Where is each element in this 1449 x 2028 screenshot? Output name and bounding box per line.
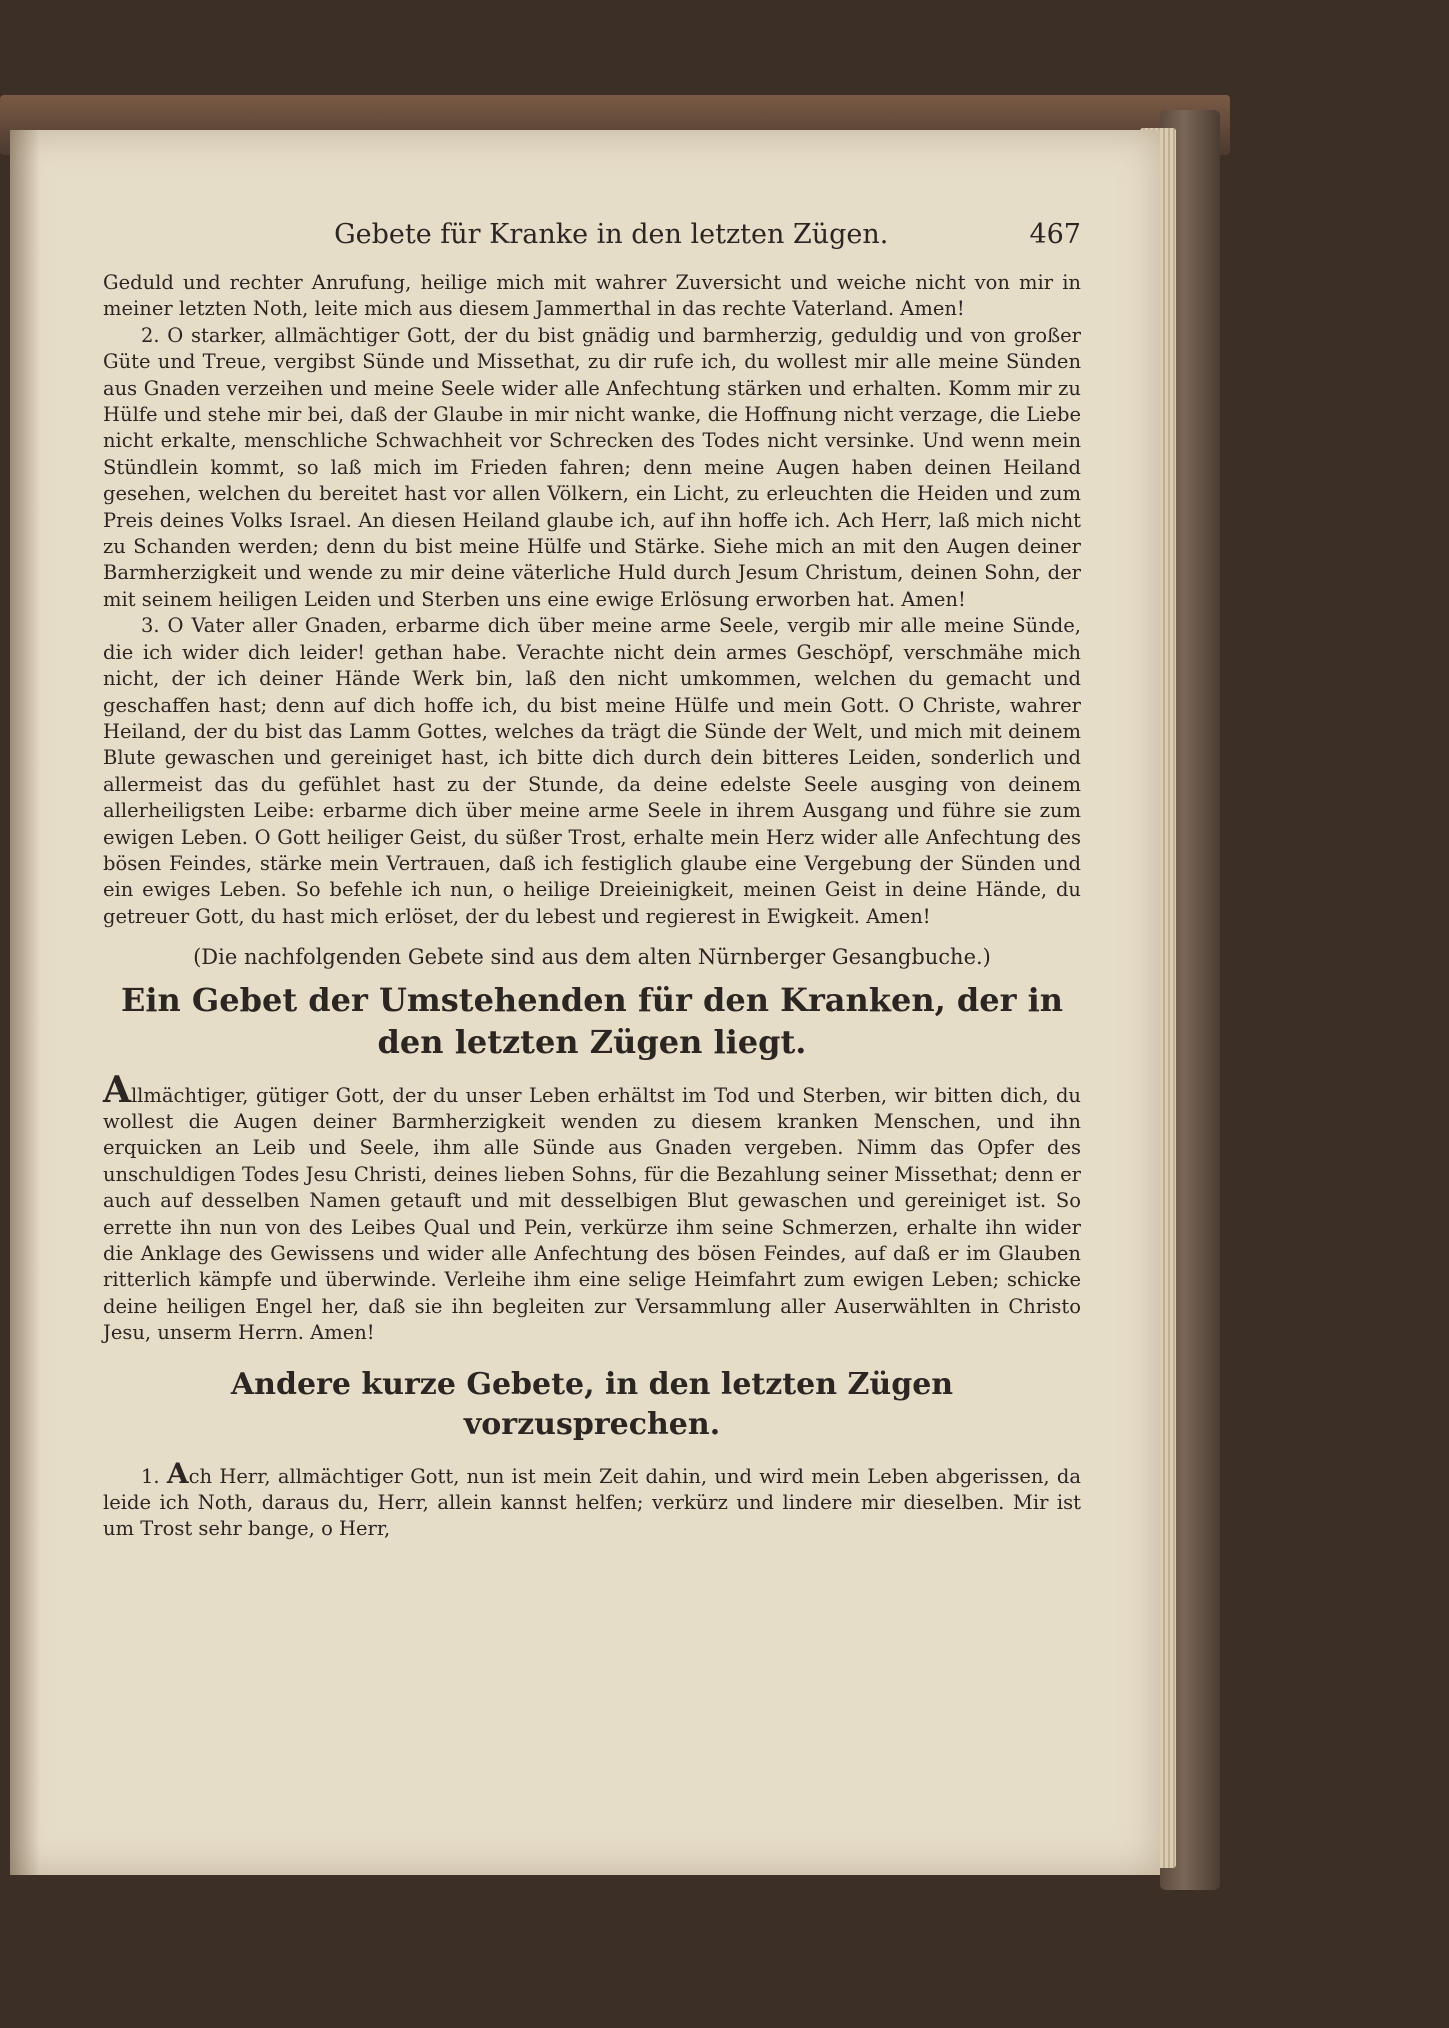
prayer-2-paragraph: 2. O starker, allmächtiger Gott, der du bist gnädig und barmherzig, geduldig und von großer Güte und Treue, vergibst Sünde und Missethat, zu dir rufe ich, du wollest mir alle meine Sünden aus Gnaden verzeihen und meine Seele wider alle Anfechtung stärken und erhalten. Komm mir zu Hülfe und stehe mir bei, daß der Glaube in mir nicht wanke, die Hoffnung nicht verzage, die Liebe nicht erkalte, menschliche Schwachheit vor Schrecken des Todes nicht versinke. Und wenn mein Stündlein kommt, so laß mich im Frieden fahren; denn meine Augen haben deinen Heiland gesehen, welchen du bereitet hast vor allen Völkern, ein Licht, zu erleuchten die Heiden und zum Preis deines Volks Israel. An diesen Heiland glaube ich, auf ihn hoffe ich. Ach Herr, laß mich nicht zu Schanden werden; denn du bist meine Hülfe und Stärke. Siehe mich an mit den Augen deiner Barmherzigkeit und wende zu mir deine väterliche Huld durch Jesum Christum, deinen Sohn, der mit seinem heiligen Leiden und Sterben uns eine ewige Erlösung erworben hat. Amen!: [103, 323, 1081, 611]
short-prayer-initial: A: [166, 1456, 189, 1490]
short-prayer-text: ch Herr, allmächtiger Gott, nun ist mein Zeit dahin, und wird mein Leben abgerissen, da leide ich Noth, daraus du, Herr, allein kannst helfen; verkürz und lindere mir dieselben. Mir ist um Trost sehr bange, o Herr,: [103, 1464, 1081, 1541]
section-heading-bystanders: Ein Gebet der Umstehenden für den Kranken, der in den letzten Zügen liegt.: [120, 980, 1064, 1061]
short-prayer-number: 1.: [141, 1464, 160, 1488]
drop-cap-initial: A: [103, 1068, 131, 1111]
source-note: (Die nachfolgenden Gebete sind aus dem alten Nürnberger Gesangbuche.): [193, 945, 991, 970]
prayer-3-paragraph: 3. O Vater aller Gnaden, erbarme dich über meine arme Seele, vergib mir alle meine Sünde, die ich wider dich leider! gethan habe. Verachte nicht dein armes Geschöpf, verschmähe mich nicht, der ich deiner Hände Werk bin, laß den nicht umkommen, welchen du gemacht und geschaffen hast; denn auf dich hoffe ich, du bist meine Hülfe und mein Gott. O Christe, wahrer Heiland, der du bist das Lamm Gottes, welches da trägt die Sünde der Welt, und mich mit deinem Blute gewaschen und gereiniget hast, ich bitte dich durch dein bitteres Leiden, sonderlich und allermeist das du gefühlet hast zu der Stunde, da deine edelste Seele ausging von deinem allerheiligsten Leibe: erbarme dich über meine arme Seele in ihrem Ausgang und führe sie zum ewigen Leben. O Gott heiliger Geist, du süßer Trost, erhalte mein Herz wider alle Anfechtung des bösen Feindes, stärke mein Vertrauen, daß ich festiglich glaube eine Vergebung der Sünden und ein ewiges Leben. So befehle ich nun, o heilige Dreieinigkeit, meinen Geist in deine Hände, du getreuer Gott, du hast mich erlöset, der du lebest und regierest in Ewigkeit. Amen!: [103, 614, 1081, 928]
section-heading-short-prayers: Andere kurze Gebete, in den letzten Zügen vorzusprechen.: [230, 1366, 954, 1442]
page-gutter-shadow: [10, 130, 40, 1875]
running-title: Gebete für Kranke in den letzten Zügen.: [334, 219, 889, 250]
page-content: [103, 218, 1081, 1543]
page-number: 467: [1029, 219, 1081, 250]
short-prayer-1-paragraph: [103, 1456, 1081, 1543]
bystanders-prayer-text: llmächtiger, gütiger Gott, der du unser Leben erhältst im Tod und Sterben, wir bitten dich, du wollest die Augen deiner Barmherzigkeit wenden zu diesem kranken Menschen, und ihn erquicken an Leib und Seele, ihm alle Sünde aus Gnaden vergeben. Nimm das Opfer des unschuldigen Todes Jesu Christi, deines lieben Sohns, für die Bezahlung seiner Missethat; denn er auch auf desselben Namen getauft und mit desselbigen Blut gewaschen und gereiniget ist. So errette ihn nun von des Leibes Qual und Pein, verkürze ihm seine Schmerzen, erhalte ihn wider die Anklage des Gewissens und wider alle Anfechtung des bösen Feindes, auf daß er im Glauben ritterlich kämpfe und überwinde. Verleihe ihm eine selige Heimfahrt zum ewigen Leben; schicke deine heiligen Engel her, daß sie ihn begleiten zur Versammlung aller Auserwählten in Christo Jesu, unserm Herrn. Amen!: [103, 1083, 1081, 1345]
bystanders-prayer-paragraph: [103, 1068, 1081, 1347]
running-header: [103, 218, 1081, 252]
prayer-continued-paragraph: Geduld und rechter Anrufung, heilige mich mit wahrer Zuversicht und weiche nicht von mir in meiner letzten Noth, leite mich aus diesem Jammerthal in das rechte Vaterland. Amen!: [103, 271, 1081, 321]
